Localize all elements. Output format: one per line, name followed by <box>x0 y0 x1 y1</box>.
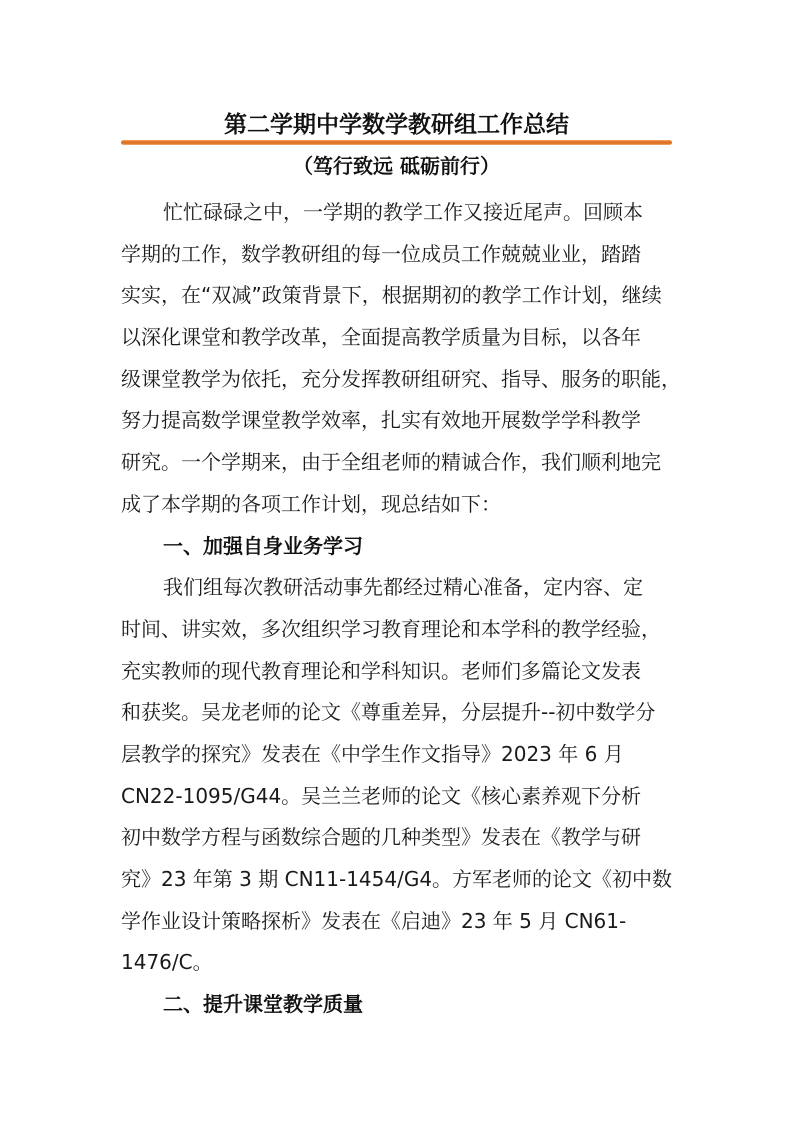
paragraph-line: 忙忙碌碌之中，一学期的教学工作又接近尾声。回顾本 <box>163 200 643 224</box>
paragraph-line: 我们组每次教研活动事先都经过精心准备，定内容、定 <box>163 575 643 600</box>
paragraph-line: 学期的工作，数学教研组的每一位成员工作兢兢业业，踏踏 <box>121 241 641 266</box>
document-title: 第二学期中学数学教研组工作总结 <box>224 112 569 138</box>
paragraph-line: 研究。一个学期来，由于全组老师的精诚合作，我们顺利地完 <box>121 450 661 475</box>
paragraph-line: 努力提高数学课堂教学效率，扎实有效地开展数学学科教学 <box>121 408 641 433</box>
paragraph-line: 层教学的探究》发表在《中学生作文指导》2023 年 6 月 <box>121 741 624 766</box>
paragraph-line: 学作业设计策略探析》发表在《启迪》23 年 5 月 CN61- <box>121 908 627 933</box>
paragraph-line: 实实，在“双减”政策背景下，根据期初的教学工作计划，继续 <box>121 283 662 308</box>
section-1 <box>121 526 691 985</box>
paragraph-line: 究》23 年第 3 期 CN11-1454/G4。方军老师的论文《初中数 <box>121 867 673 891</box>
intro-paragraph <box>121 192 691 526</box>
paragraph-line: 1476/C。 <box>121 950 213 975</box>
paragraph-line: CN22-1095/G44。吴兰兰老师的论文《核心素养观下分析 <box>121 783 642 808</box>
section-heading: 一、加强自身业务学习 <box>163 533 363 558</box>
document-body <box>121 192 691 1026</box>
paragraph-line: 和获奖。吴龙老师的论文《尊重差异，分层提升--初中数学分 <box>121 700 656 725</box>
section-heading: 二、提升课堂教学质量 <box>163 992 363 1017</box>
paragraph-line: 充实教师的现代教育理论和学科知识。老师们多篇论文发表 <box>121 658 641 683</box>
document-subtitle: （笃行致远 砥砺前行） <box>293 154 500 178</box>
paragraph-line: 级课堂教学为依托，充分发挥教研组研究、指导、服务的职能， <box>121 366 681 391</box>
paragraph-line: 初中数学方程与函数综合题的几种类型》发表在《教学与研 <box>121 825 641 850</box>
section-2 <box>121 984 691 1026</box>
paragraph-line: 时间、讲实效，多次组织学习教育理论和本学科的教学经验， <box>121 616 661 641</box>
paragraph-line: 以深化课堂和教学改革，全面提高教学质量为目标，以各年 <box>121 325 641 350</box>
paragraph-line: 成了本学期的各项工作计划，现总结如下： <box>121 491 501 516</box>
title-underline-rule <box>121 140 672 145</box>
